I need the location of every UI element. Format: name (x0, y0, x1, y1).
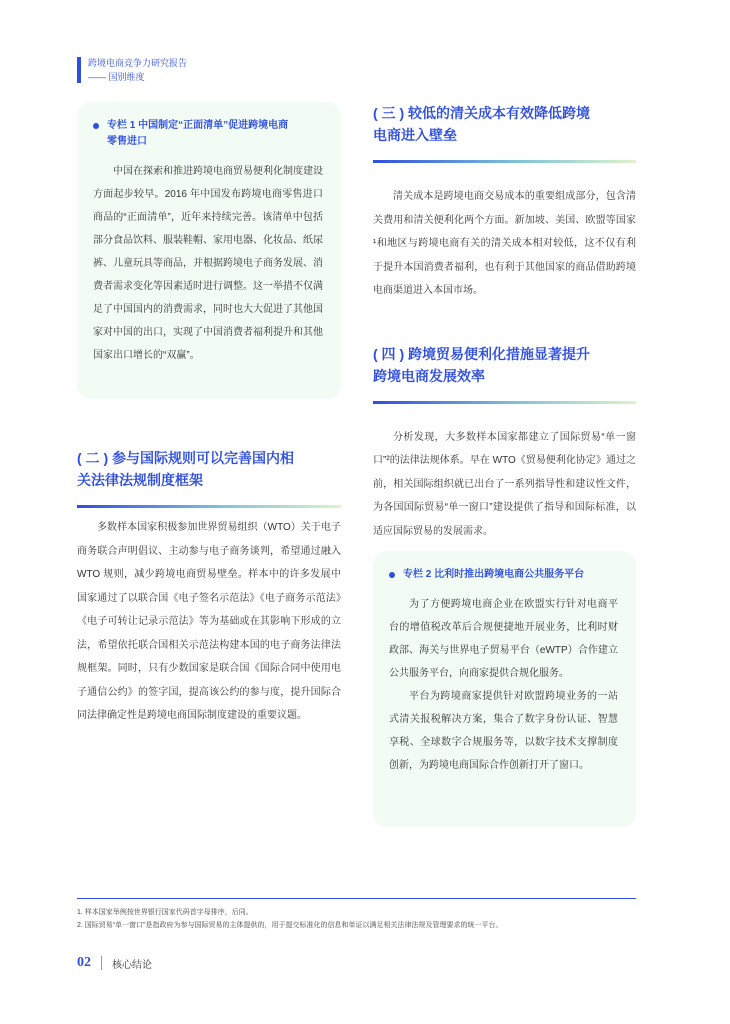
section-3-rule (373, 160, 636, 163)
section-3 (373, 102, 636, 303)
sidebar-box-1-title-text: 专栏 1 中国制定“正面清单”促进跨境电商 零售进口 (107, 120, 289, 147)
section-4-paragraph: 分析发现，大多数样本国家都建立了国际贸易“单一窗口”²的法律法规体系。早在 WTO《贸易便利化协定》通过之前，相关国际组织就已出台了一系列指导性和建议性文件，为各国国际贸易“单一窗口”建设提供了指导和国际标准，以适应国际贸易的发展需求。 (373, 431, 636, 537)
section-3-paragraph: 清关成本是跨境电商交易成本的重要组成部分，包含清关费用和清关便利化两个方面。新加坡、美国、欧盟等国家¹和地区与跨境电商有关的清关成本相对较低，这不仅有利于提升本国消费者福利，也有利于其他国家的商品借助跨境电商渠道进入本国市场。 (373, 191, 636, 296)
bullet-dot-icon (93, 123, 99, 129)
page-number: 02 (77, 955, 91, 970)
section-2 (77, 447, 341, 728)
footer-section-label: 核心结论 (112, 959, 152, 971)
page-footer (77, 955, 152, 971)
sidebar-box-2-title (389, 567, 618, 583)
section-2-heading: ( 二 ) 参与国际规则可以完善国内相 关法律法规制度框架 (77, 450, 294, 488)
footnote-1: 1. 样本国家举例按世界银行国家代码首字母排序，后同。 (77, 909, 253, 916)
footnotes (77, 906, 636, 932)
sidebar-box-1-paragraph: 中国在探索和推进跨境电商贸易便利化制度建设方面起步较早。2016 年中国发布跨境电商零售进口商品的“正面清单”，近年来持续完善。该清单中包括部分食品饮料、服装鞋帽、家用电器、化妆品、纸尿裤、儿童玩具等商品，并根据跨境电子商务发展、消费者需求变化等因素适时进行调整。这一举措不仅满足了中国国内的消费需求，同时也大大促进了其他国家对中国的出口，实现了中国消费者福利提升和其他国家出口增长的“双赢”。 (93, 166, 323, 361)
sidebar-box-2 (373, 551, 636, 827)
bullet-dot-icon (389, 572, 395, 578)
report-title: 跨境电商竞争力研究报告 (88, 58, 188, 68)
section-4-heading: ( 四 ) 跨境贸易便利化措施显著提升 跨境电商发展效率 (373, 345, 590, 384)
footnote-2: 2. 国际贸易“单一窗口”是指政府为参与国际贸易的主体提供的，用于提交标准化的信息和单证以满足相关法律法规及管理要求的统一平台。 (77, 922, 503, 929)
section-2-paragraph: 多数样本国家积极参加世界贸易组织（WTO）关于电子商务联合声明倡议、主动参与电子商务谈判，希望通过融入 WTO 规则，减少跨境电商贸易壁垒。样本中的许多发展中国家通过了以联合国《电子签名示范法》《电子商务示范法》《电子可转让记录示范法》等为基础或在其影响下形成的立法，希望依托联合国相关示范法构建本国的电子商务法律法规框架。同时，只有少数国家是联合国《国际合同中使用电子通信公约》的签字国，提高该公约的参与度，提升国际合同法律确定性是跨境电商国际制度建设的重要议题。 (77, 522, 341, 721)
sidebar-box-2-title-text: 专栏 2 比利时推出跨境电商公共服务平台 (403, 569, 585, 580)
header-text-block (88, 57, 187, 83)
running-header (77, 57, 187, 83)
sidebar-box-2-body (389, 593, 618, 777)
header-accent-bar (77, 57, 81, 83)
right-column (373, 102, 636, 827)
sidebar-box-2-paragraph-1: 为了方便跨境电商企业在欧盟实行针对电商平台的增值税改革后合规便捷地开展业务，比利时财政部、海关与世界电子贸易平台（eWTP）合作建立公共服务平台，向商家提供合规化服务。 (389, 599, 618, 679)
footer-separator (101, 956, 102, 970)
report-subtitle: —— 国别维度 (88, 72, 145, 82)
section-3-heading: ( 三 ) 较低的清关成本有效降低跨境 电商进入壁垒 (373, 105, 590, 143)
section-4-rule (373, 401, 636, 404)
section-4 (373, 343, 636, 544)
left-column (77, 102, 341, 728)
sidebar-box-2-paragraph-2: 平台为跨境商家提供针对欧盟跨境业务的一站式清关报税解决方案，集合了数字身份认证、智慧享税、全球数字合规服务等，以数字技术支撑制度创新，为跨境电商国际合作创新打开了窗口。 (389, 691, 618, 771)
sidebar-box-1-title (93, 118, 323, 150)
sidebar-box-1 (77, 102, 341, 399)
section-2-rule (77, 505, 341, 508)
footnote-divider (77, 898, 636, 899)
sidebar-box-1-body (93, 160, 323, 367)
